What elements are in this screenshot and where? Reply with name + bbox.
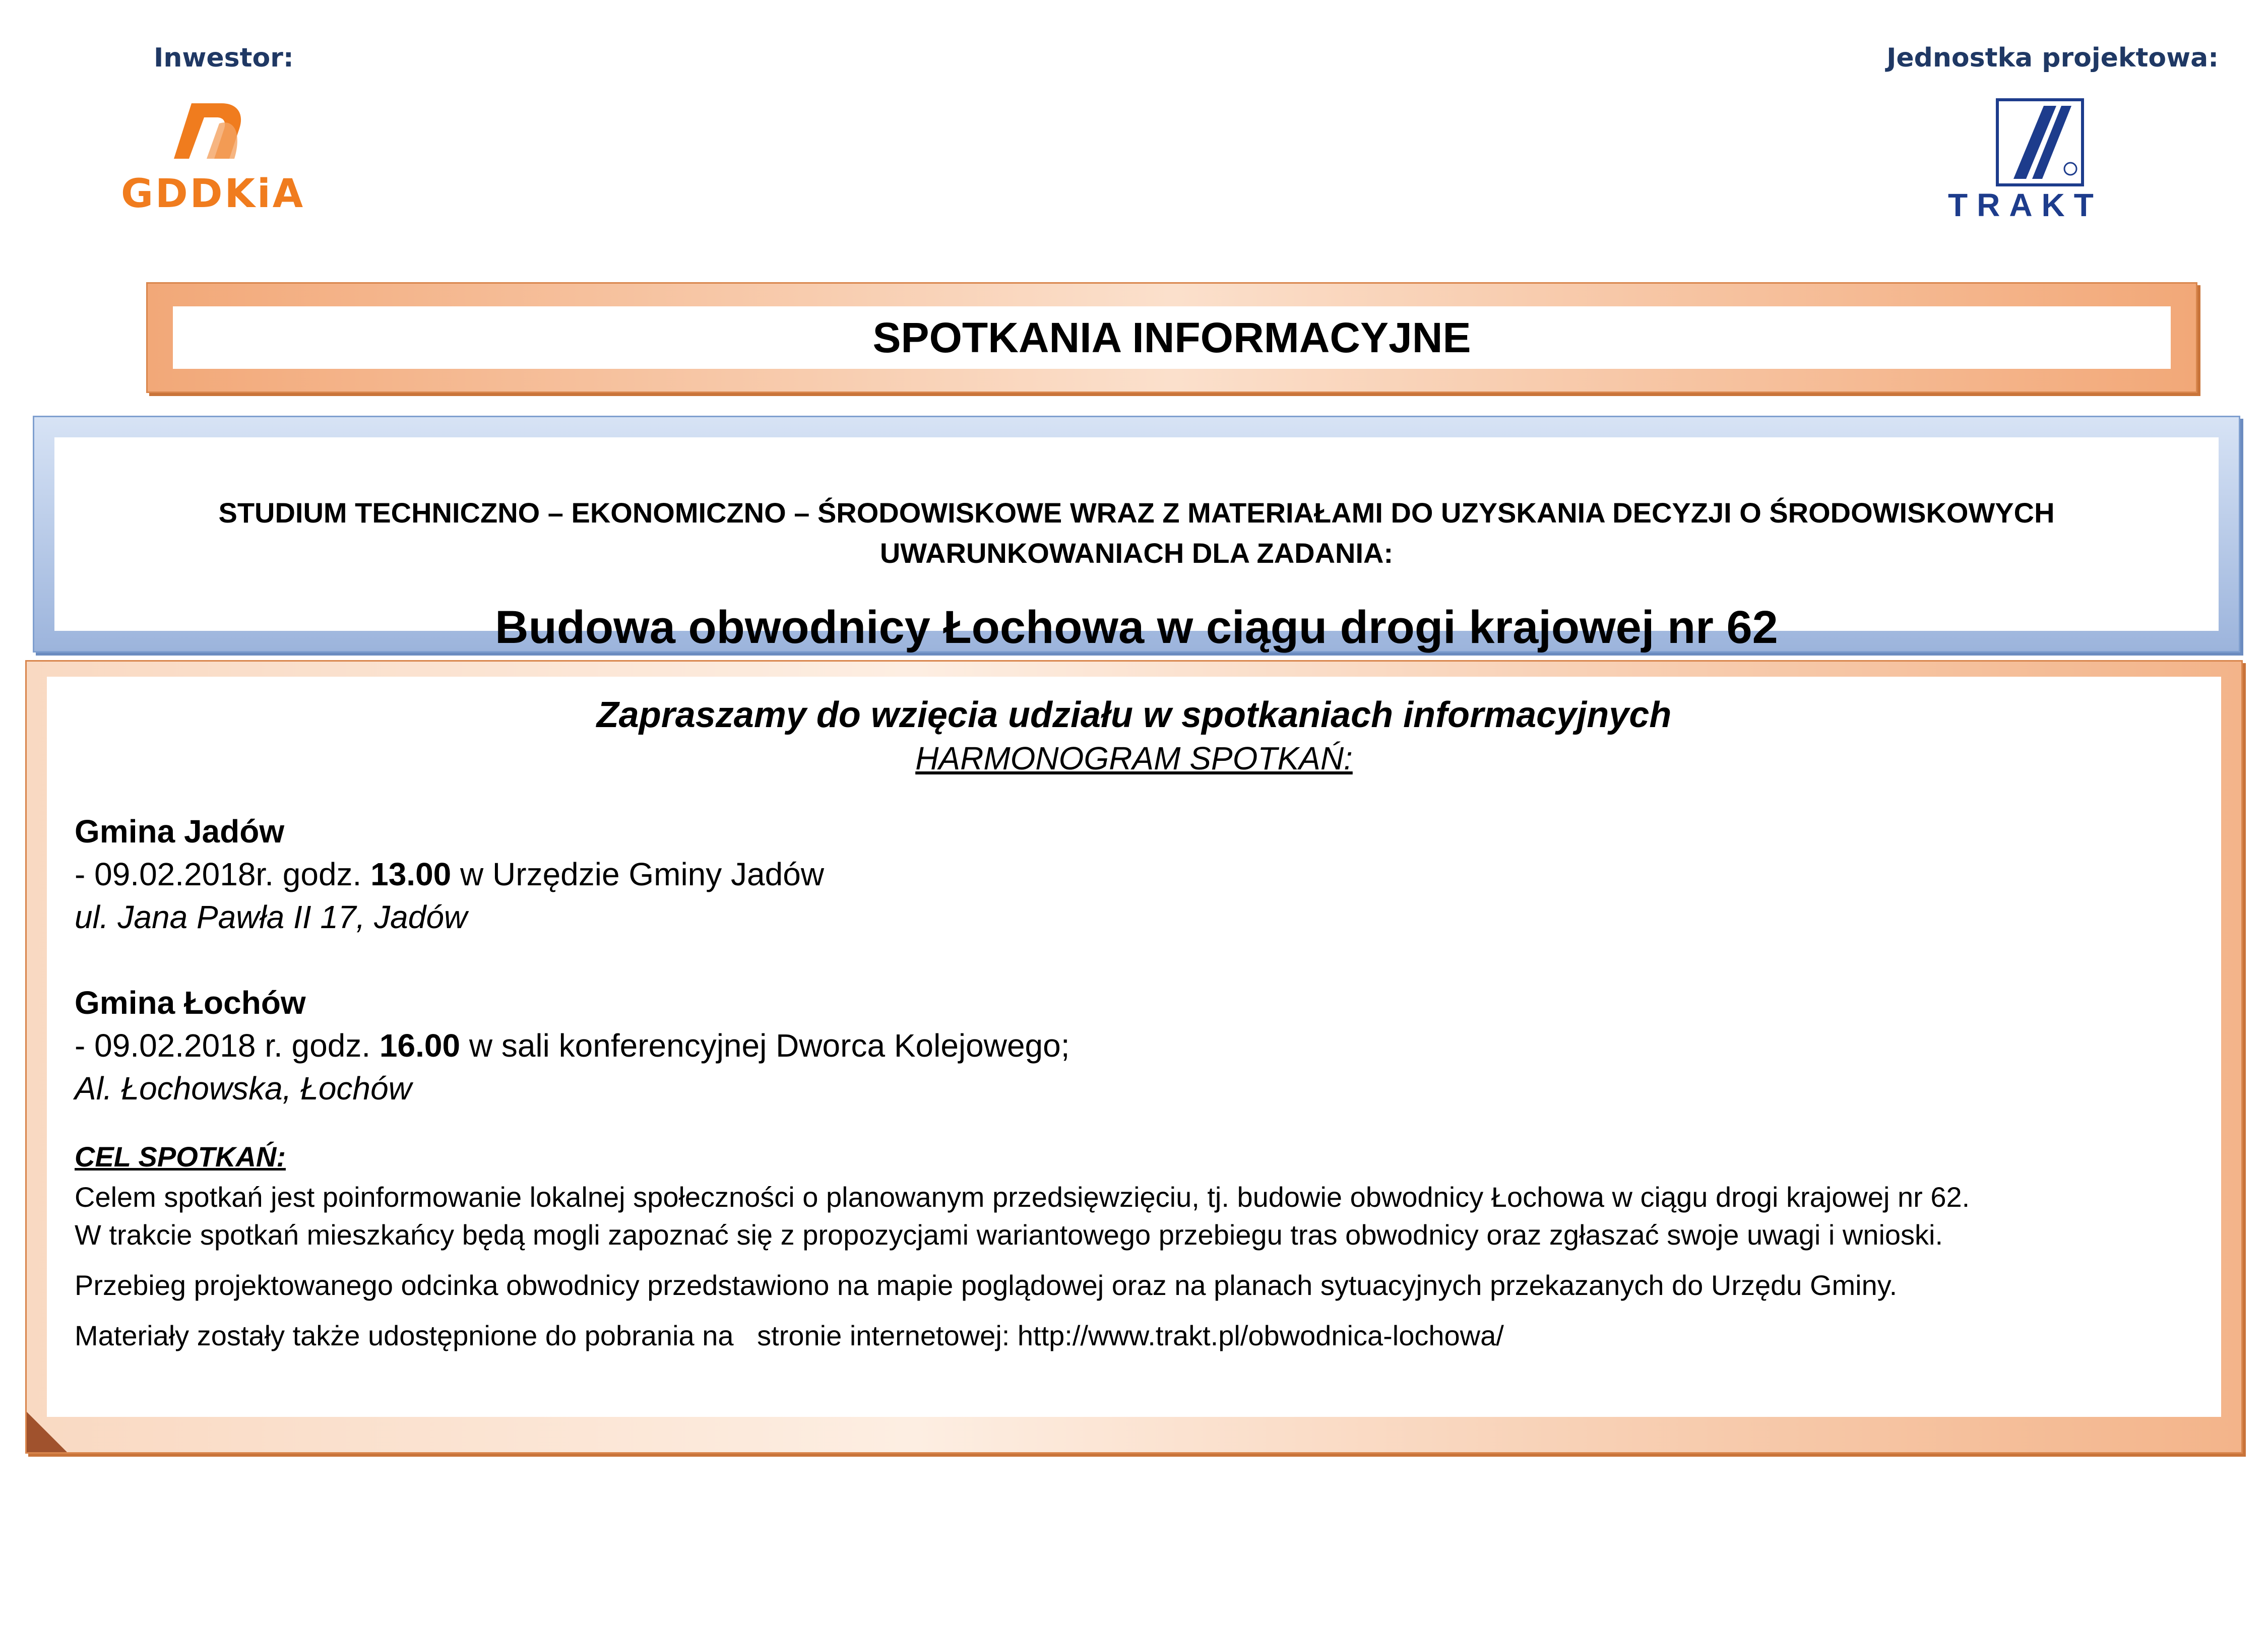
goal-title: CEL SPOTKAŃ: (75, 1141, 286, 1173)
study-heading-line1: STUDIUM TECHNICZNO – EKONOMICZNO – ŚRODOWISKOWE WRAZ Z MATERIAŁAMI DO UZYSKANIA DECYZJI O ŚRODOWISKOWYCH (218, 497, 2055, 529)
meetings-panel (47, 677, 2221, 1417)
gddkia-logo-text: GDDKiA (121, 171, 305, 217)
meeting-address: ul. Jana Pawła II 17, Jadów (75, 899, 468, 935)
trakt-logo-text: TRAKT (1948, 187, 2103, 223)
study-frame (33, 416, 2240, 653)
meetings-frame (25, 660, 2243, 1454)
project-title: Budowa obwodnicy Łochowa w ciągu drogi krajowej nr 62 (495, 602, 1778, 653)
materials-line: Materiały zostały także udostępnione do pobrania na stronie internetowej: http://www.trakt.pl/obwodnica-lochowa/ (75, 1320, 1504, 1351)
route-line: Przebieg projektowanego odcinka obwodnicy przedstawiono na mapie poglądowej oraz na planach sytuacyjnych przekazanych do Urzędu Gminy. (75, 1269, 1898, 1301)
study-heading (54, 493, 2219, 573)
goal-line: W trakcie spotkań mieszkańcy będą mogli zapoznać się z propozycjami wariantowego przebiegu tras obwodnicy oraz zgłaszać swoje uwagi i wnioski. (75, 1219, 1943, 1251)
study-heading-line2: UWARUNKOWANIACH DLA ZADANIA: (879, 537, 1394, 569)
schedule-label: HARMONOGRAM SPOTKAŃ: (915, 740, 1353, 776)
meeting-gmina: Gmina Łochów (75, 985, 306, 1021)
meeting-datetime: - 09.02.2018r. godz. 13.00 w Urzędzie Gminy Jadów (75, 856, 825, 892)
meeting-address: Al. Łochowska, Łochów (75, 1070, 412, 1107)
study-panel (54, 437, 2219, 653)
goal-line: Celem spotkań jest poinformowanie lokalnej społeczności o planowanym przedsięwzięciu, tj. budowie obwodnicy Łochowa w ciągu drogi krajowej nr 62. (75, 1181, 1970, 1213)
meeting-gmina: Gmina Jadów (75, 813, 285, 850)
investor-label: Inwestor: (154, 43, 294, 73)
corner-fold-icon (27, 1412, 67, 1452)
trakt-logo-icon (1996, 98, 2084, 186)
title-frame (146, 282, 2197, 393)
designer-label: Jednostka projektowa: (1886, 43, 2219, 73)
page-title: SPOTKANIA INFORMACYJNE (173, 306, 2171, 369)
invite-text: Zapraszamy do wzięcia udziału w spotkaniach informacyjnych (596, 695, 1672, 735)
meeting-datetime: - 09.02.2018 r. godz. 16.00 w sali konferencyjnej Dworca Kolejowego; (75, 1027, 1070, 1064)
